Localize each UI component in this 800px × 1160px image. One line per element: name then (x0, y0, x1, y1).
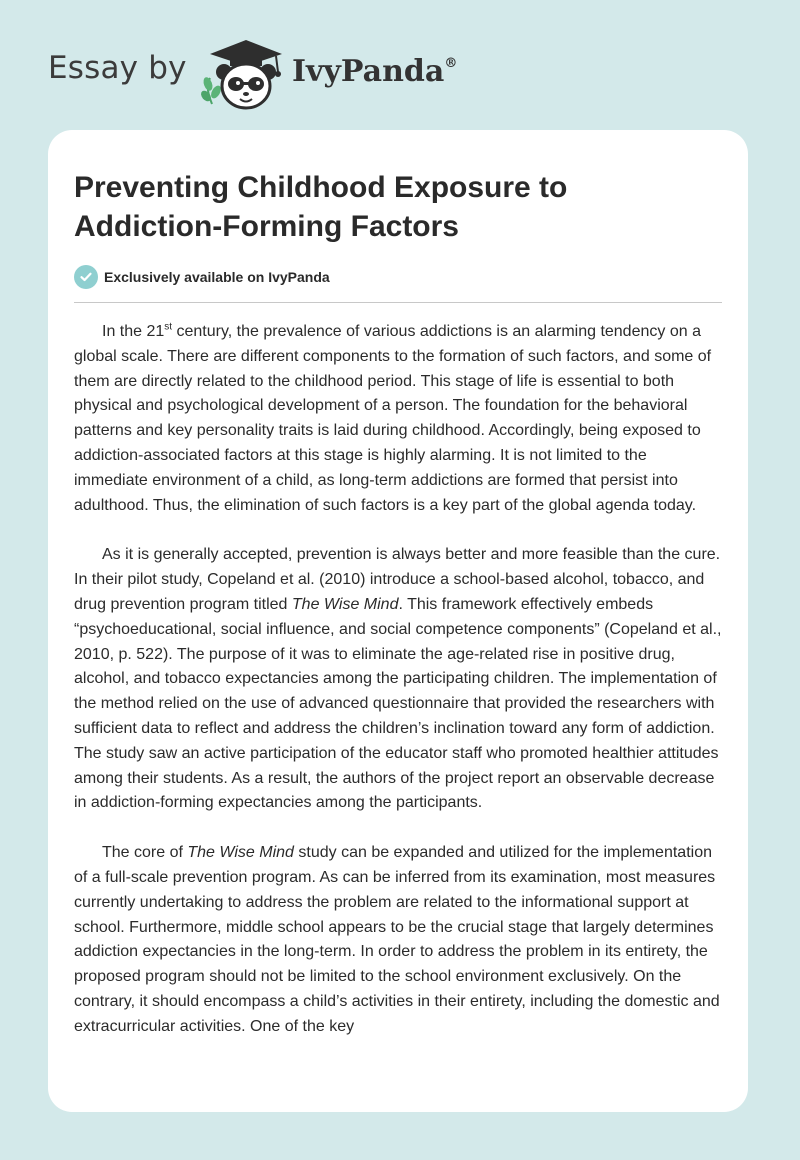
page-title: Preventing Childhood Exposure to Addiction-Forming Factors (74, 171, 568, 243)
ordinal-superscript: st (164, 321, 173, 333)
paragraph-3-text-a: The core of (102, 844, 188, 862)
check-icon (74, 265, 98, 289)
paragraph-2-text-b: . This framework effectively embeds “psychoeducational, social influence, and social competence components” (Copeland et al., 2010, p. 522). The purpose of it was to eliminate the age-related rise in positive drug, alcohol, and tobacco expectancies among the participating children. The implementation of the method relied on the use of advanced questionnaire that provided the researchers with sufficient data to reflect and address the children’s inclination toward any form of addiction. The study saw an active participation of the educator staff who promoted healthier attitudes among their students. As a result, the authors of the project report an observable decrease in addiction-forming expectancies among the participants. (74, 595, 722, 812)
site-header (0, 0, 800, 130)
badge-label: Exclusively available on IvyPanda (104, 269, 330, 285)
divider (74, 302, 722, 303)
registered-mark: ® (444, 56, 458, 71)
essay-by-label: Essay by (48, 50, 187, 86)
paragraph-1 (74, 320, 724, 518)
panda-graduate-icon[interactable] (200, 36, 292, 112)
paragraph-1-text-a: In the 21 (102, 323, 165, 340)
essay-body (74, 320, 724, 1065)
program-title: The Wise Mind (291, 595, 399, 613)
paragraph-2-text-a: As it is generally accepted, prevention is always better and more feasible than the cure. In their pilot study, Copeland et al. (2010) introduce a school-based alcohol, tobacco, and drug prevention program titled (74, 546, 721, 613)
paragraph-3-text-b: study can be expanded and utilized for the implementation of a full-scale prevention program. As can be inferred from its examination, most measures currently undertaking to address the problem are related to the informational support at school. Furthermore, middle school appears to be the crucial stage that largely determines addiction expectancies in the long-term. In order to address the problem in its entirety, the proposed program should not be limited to the school environment exclusively. On the contrary, it should encompass a child’s activities in their entirety, including the domestic and extracurricular activities. One of the key (74, 844, 720, 1035)
paragraph-3 (74, 841, 724, 1039)
brand-name[interactable] (292, 54, 457, 89)
exclusive-badge (74, 264, 330, 290)
brand-name-text: IvyPanda (292, 54, 445, 89)
paragraph-1-text-b: century, the prevalence of various addictions is an alarming tendency on a global scale. There are different components to the formation of such factors, and some of them are directly related to the childhood period. This stage of life is essential to both physical and psychological development of a person. The foundation for the behavioral patterns and key personality traits is laid during childhood. Accordingly, being exposed to addiction-associated factors at this stage is highly alarming. It is not limited to the immediate environment of a child, as long-term addictions are formed that persist into adulthood. Thus, the elimination of such factors is a key part of the global agenda today. (74, 323, 712, 514)
essay-card (48, 130, 748, 1112)
program-title: The Wise Mind (187, 844, 294, 862)
paragraph-2 (74, 543, 724, 816)
